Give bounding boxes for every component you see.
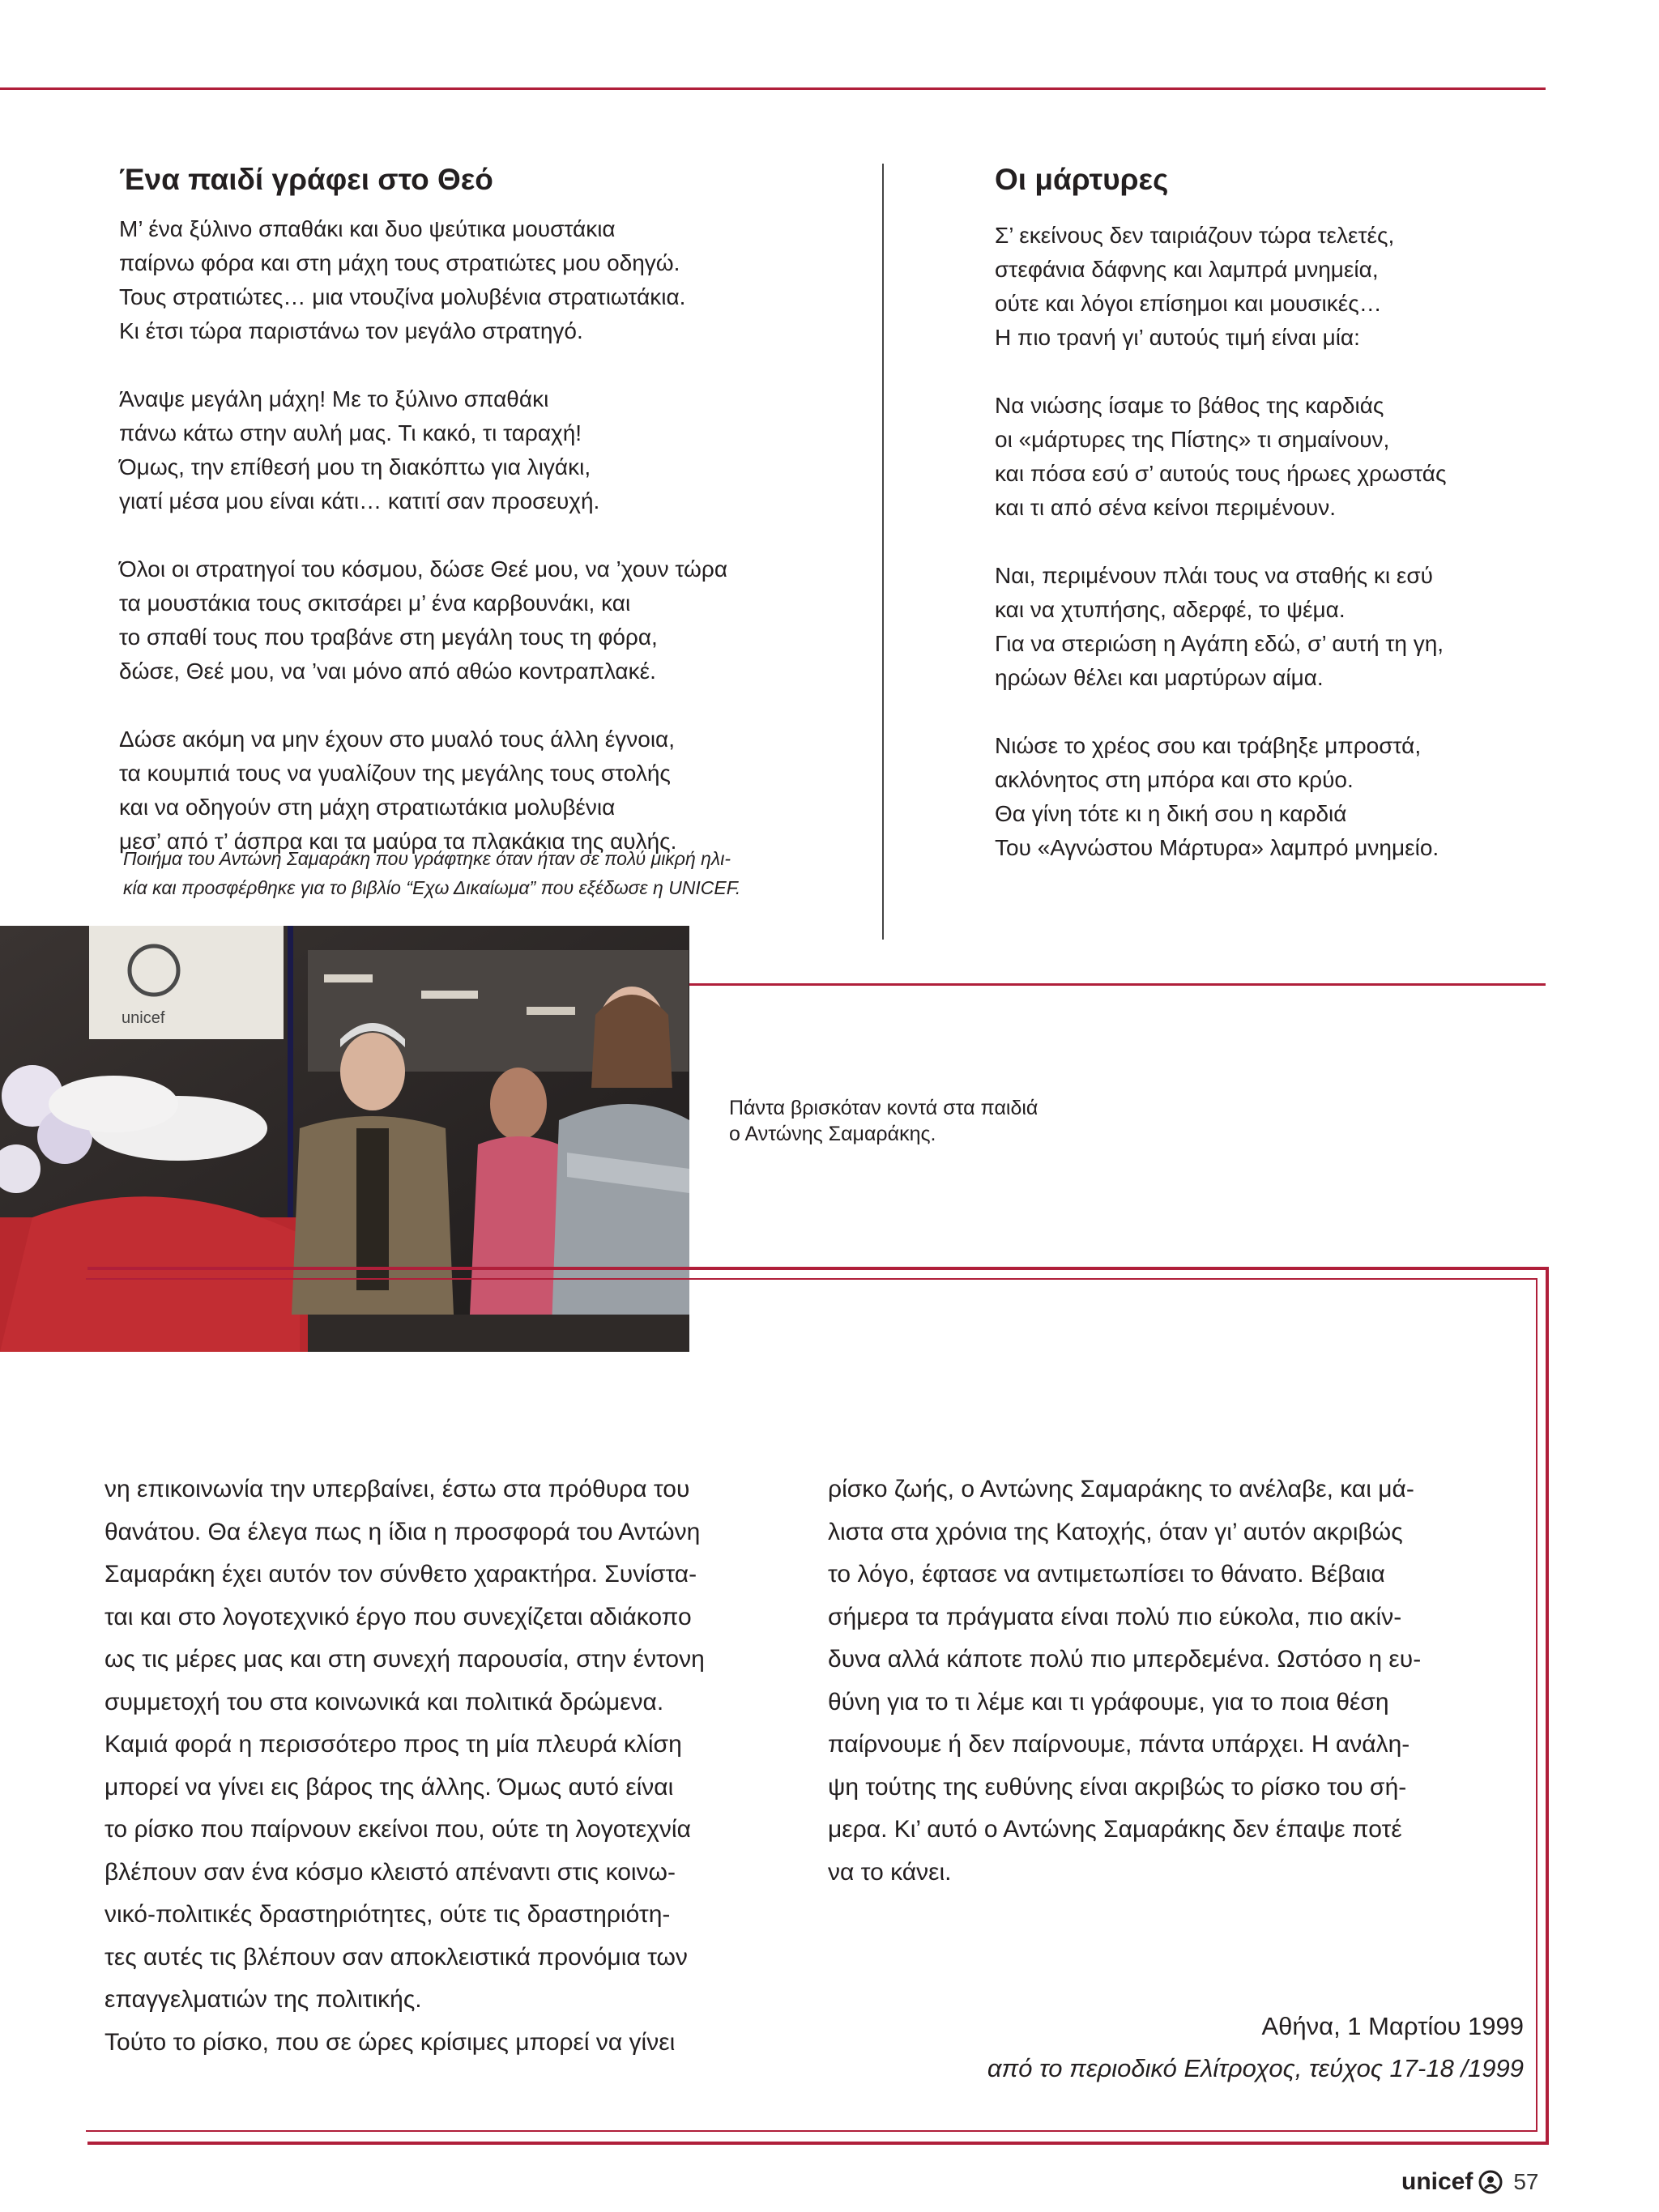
unicef-logo-icon (1478, 2169, 1503, 2195)
article-line: ρίσκο ζωής, ο Αντώνης Σαμαράκης το ανέλαβε, και μά- (828, 1476, 1414, 1502)
article-line: δυνα αλλά κάποτε πολύ πιο μπερδεμένα. Ωστόσο η ευ- (828, 1646, 1422, 1673)
article-column-right (828, 1468, 1525, 1894)
article-line: μπορεί να γίνει εις βάρος της άλλης. Όμως αυτό είναι (104, 1773, 674, 1801)
poem-right-stanza (995, 729, 1446, 865)
article-line: νικό-πολιτικές δραστηριότητες, ούτε τις δραστηριότη- (104, 1901, 671, 1928)
article-line: ται και στο λογοτεχνικό έργο που συνεχίζεται αδιάκοπο (104, 1603, 692, 1630)
article-line: λιστα στα χρόνια της Κατοχής, όταν γι’ αυτόν ακριβώς (828, 1518, 1403, 1545)
poem-line: Δώσε ακόμη να μην έχουν στο μυαλό τους άλλη έγνοια, (119, 727, 676, 752)
article-line: θύνη για το τι λέμε και τι γράφουμε, για το ποια θέση (828, 1688, 1389, 1715)
poem-left-stanza (119, 552, 727, 688)
unicef-brand: unicef (1401, 2168, 1473, 2195)
poem-line: παίρνω φόρα και στη μάχη τους στρατιώτες μου οδηγώ. (119, 250, 680, 275)
poem-line: και πόσα εσύ σ’ αυτούς τους ήρωες χρωστάς (995, 461, 1447, 486)
poem-left-body (119, 212, 727, 893)
poem-line: ακλόνητος στη μπόρα και στο κρύο. (995, 767, 1354, 792)
poem-line: Να νιώσης ίσαμε το βάθος της καρδιάς (995, 393, 1384, 418)
column-separator (882, 164, 884, 940)
poem-right-body (995, 219, 1446, 899)
poem-left-stanza (119, 382, 727, 518)
poem-line: Για να στεριώση η Αγάπη εδώ, σ’ αυτή τη γη, (995, 631, 1444, 656)
poem-line: το σπαθί τους που τραβάνε στη μεγάλη τους τη φόρα, (119, 624, 658, 650)
article-line: ως τις μέρες μας και στη συνεχή παρουσία, στην έντονη (104, 1646, 705, 1673)
article-line: βλέπουν σαν ένα κόσμο κλειστό απέναντι στις κοινω- (104, 1858, 676, 1886)
poem-line: τα κουμπιά τους να γυαλίζουν της μεγάλης τους στολής (119, 761, 671, 786)
poem-line: Άναψε μεγάλη μάχη! Με το ξύλινο σπαθάκι (119, 386, 549, 411)
poem-left-stanza (119, 722, 727, 859)
poem-credit (123, 844, 740, 902)
top-rule (0, 87, 1546, 90)
poem-line: Όλοι οι στρατηγοί του κόσμου, δώσε Θεέ μου, να ’χουν τώρα (119, 556, 728, 582)
caption-line: Πάντα βρισκόταν κοντά στα παιδιά (729, 1097, 1038, 1119)
article-line: το λόγο, έφτασε να αντιμετωπίσει το θάνατο. Βέβαια (828, 1561, 1385, 1588)
poem-line: και τι από σένα κείνοι περιμένουν. (995, 495, 1336, 520)
poem-line: δώσε, Θεέ μου, να ’ναι μόνο από αθώο κοντραπλακέ. (119, 658, 656, 684)
article-line: νη επικοινωνία την υπερβαίνει, έστω στα πρόθυρα του (104, 1476, 690, 1502)
frame-mask (0, 1264, 690, 1280)
source: από το περιοδικό Ελίτροχος, τεύχος 17-18 /1999 (987, 2054, 1524, 2082)
poem-line: Σ’ εκείνους δεν ταιριάζουν τώρα τελετές, (995, 223, 1395, 248)
poem-line: Τους στρατιώτες… μια ντουζίνα μολυβένια στρατιωτάκια. (119, 284, 686, 309)
poem-right-stanza (995, 389, 1446, 525)
poem-line: τα μουστάκια τους σκιτσάρει μ’ ένα καρβουνάκι, και (119, 590, 631, 616)
poem-line: ούτε και λόγοι επίσημοι και μουσικές… (995, 291, 1382, 316)
credit-line: Ποιήμα του Αντώνη Σαμαράκη που γράφτηκε όταν ήταν σε πολύ μικρή ηλι- (123, 848, 731, 869)
article-line: το ρίσκο που παίρνουν εκείνοι που, ούτε τη λογοτεχνία (104, 1816, 691, 1843)
poem-left-title: Ένα παιδί γράφει στο Θεό (119, 163, 493, 196)
poem-line: ηρώων θέλει και μαρτύρων αίμα. (995, 665, 1324, 690)
poem-left-stanza (119, 212, 727, 348)
article-line: Σαμαράκη έχει αυτόν τον σύνθετο χαρακτήρα. Συνίστα- (104, 1561, 697, 1588)
poem-line: και να οδηγούν στη μάχη στρατιωτάκια μολυβένια (119, 795, 616, 820)
poem-right-stanza (995, 559, 1446, 695)
signoff (987, 2005, 1524, 2090)
place-date: Αθήνα, 1 Μαρτίου 1999 (1261, 2012, 1524, 2040)
credit-line: κία και προσφέρθηκε για το βιβλίο “Εχω Δικαίωμα” που εξέδωσε η UNICEF. (123, 877, 741, 898)
poem-line: Όμως, την επίθεσή μου τη διακόπτω για λιγάκι, (119, 454, 591, 479)
photo-caption (729, 1095, 1038, 1147)
article-line: θανάτου. Θα έλεγα πως η ίδια η προσφορά του Αντώνη (104, 1518, 701, 1545)
poem-line: και να χτυπήσης, αδερφέ, το ψέμα. (995, 597, 1346, 622)
poem-line: Θα γίνη τότε κι η δική σου η καρδιά (995, 801, 1347, 826)
article-column-left (104, 1468, 797, 2064)
article-line: συμμετοχή του στα κοινωνικά και πολιτικά δρώμενα. (104, 1688, 664, 1715)
caption-line: ο Αντώνης Σαμαράκης. (729, 1123, 936, 1145)
article-line: επαγγελματιών της πολιτικής. (104, 1986, 422, 2013)
poem-line: Η πιο τρανή γι’ αυτούς τιμή είναι μία: (995, 325, 1360, 350)
poem-line: Ναι, περιμένουν πλάι τους να σταθής κι εσύ (995, 563, 1433, 588)
poem-line: Του «Αγνώστου Μάρτυρα» λαμπρό μνημείο. (995, 835, 1439, 860)
article-line: Καμιά φορά η περισσότερο προς τη μία πλευρά κλίση (104, 1731, 682, 1758)
poem-line: μεσ’ από τ’ άσπρα και τα μαύρα τα πλακάκια της αυλής. (119, 829, 677, 854)
poem-line: στεφάνια δάφνης και λαμπρά μνημεία, (995, 257, 1379, 282)
article-line: να το κάνει. (828, 1858, 952, 1886)
poem-line: οι «μάρτυρες της Πίστης» τι σημαίνουν, (995, 427, 1390, 452)
poem-line: Νιώσε το χρέος σου και τράβηξε μπροστά, (995, 733, 1422, 758)
poem-right-stanza (995, 219, 1446, 355)
article-line: τες αυτές τις βλέπουν σαν αποκλειστικά προνόμια των (104, 1943, 688, 1971)
poem-line: πάνω κάτω στην αυλή μας. Τι κακό, τι ταραχή! (119, 420, 582, 445)
article-line: παίρνουμε ή δεν παίρνουμε, πάντα υπάρχει. Η ανάλη- (828, 1731, 1410, 1758)
poem-line: γιατί μέσα μου είναι κάτι… κατιτί σαν προσευχή. (119, 488, 600, 514)
flag-text: unicef (122, 1009, 165, 1027)
poem-line: Μ’ ένα ξύλινο σπαθάκι και δυο ψεύτικα μουστάκια (119, 216, 616, 241)
article-line: σήμερα τα πράγματα είναι πολύ πιο εύκολα, πιο ακίν- (828, 1603, 1402, 1630)
mid-rule (689, 983, 1546, 986)
article-line: Τούτο το ρίσκο, που σε ώρες κρίσιμες μπορεί να γίνει (104, 2028, 676, 2056)
poem-line: Κι έτσι τώρα παριστάνω τον μεγάλο στρατηγό. (119, 318, 583, 343)
article-line: μερα. Κι’ αυτό ο Αντώνης Σαμαράκης δεν έπαψε ποτέ (828, 1816, 1402, 1843)
footer (1401, 2168, 1539, 2196)
page-number: 57 (1513, 2169, 1539, 2194)
poem-right-title: Οι μάρτυρες (995, 163, 1169, 196)
article-line: ψη τούτης της ευθύνης είναι ακριβώς το ρίσκο του σή- (828, 1773, 1407, 1801)
